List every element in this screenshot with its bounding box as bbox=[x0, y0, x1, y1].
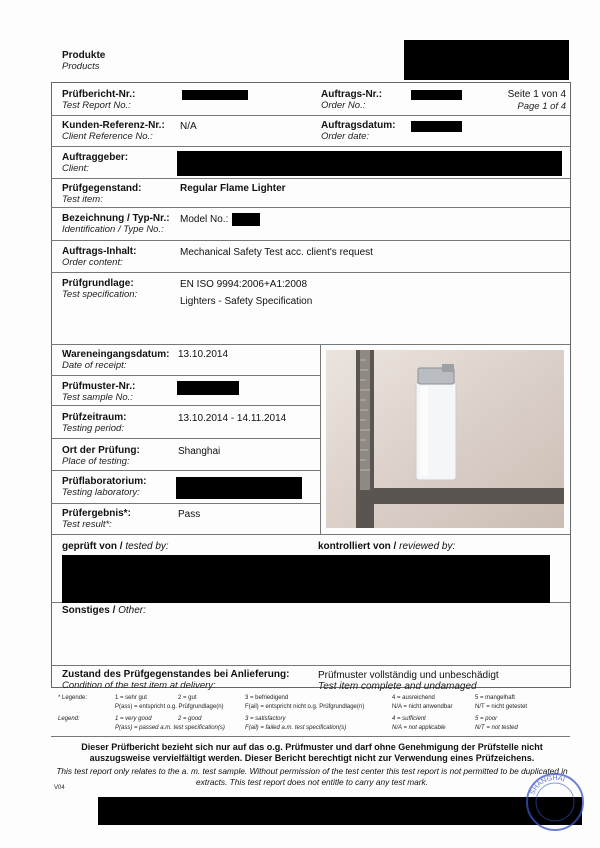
legend-de-3: 3 = befriedigend bbox=[245, 695, 289, 701]
svg-text:SHANGHAI: SHANGHAI bbox=[529, 774, 566, 796]
place-label-en: Place of testing: bbox=[62, 456, 130, 467]
result-label-en: Test result*: bbox=[62, 519, 112, 530]
client-ref-value: N/A bbox=[180, 121, 197, 132]
sample-no-label: Prüfmuster-Nr.: bbox=[62, 381, 136, 392]
legend-de-5: 5 = mangelhaft bbox=[475, 695, 515, 701]
legend-de-fail: F(ail) = entspricht nicht o.g. Prüfgrundlage(n) bbox=[245, 704, 365, 710]
report-no-label: Prüfbericht-Nr.: bbox=[62, 89, 136, 100]
condition-label-en: Condition of the test item at delivery: bbox=[62, 680, 216, 691]
test-period-label: Prüfzeitraum: bbox=[62, 412, 127, 423]
lab-label: Prüflaboratorium: bbox=[62, 476, 147, 487]
receipt-date-value: 13.10.2014 bbox=[178, 349, 229, 360]
client-ref-label-en: Client Reference No.: bbox=[62, 131, 153, 142]
redaction-header bbox=[404, 40, 569, 80]
identification-label: Bezeichnung / Typ-Nr.: bbox=[62, 213, 170, 224]
legend-de-1: 1 = sehr gut bbox=[115, 695, 147, 701]
test-spec-standard: EN ISO 9994:2006+A1:2008 bbox=[180, 279, 308, 290]
legend-label-de: * Legende: bbox=[58, 695, 88, 701]
legend-en-2: 2 = good bbox=[178, 716, 202, 722]
legend-en-na: N/A = not applicable bbox=[392, 725, 446, 731]
condition-label: Zustand des Prüfgegenstandes bei Anlieferung: bbox=[62, 669, 290, 680]
lighter-photo-illustration bbox=[326, 350, 564, 528]
legend-de-na: N/A = nicht anwendbar bbox=[392, 704, 453, 710]
order-content-label: Auftrags-Inhalt: bbox=[62, 246, 137, 257]
legend-en-4: 4 = sufficient bbox=[392, 716, 426, 722]
result-label: Prüfergebnis*: bbox=[62, 508, 131, 519]
legend-en-1: 1 = very good bbox=[115, 716, 152, 722]
legend-de-4: 4 = ausreichend bbox=[392, 695, 435, 701]
client-label: Auftraggeber: bbox=[62, 152, 129, 163]
order-no-label-en: Order No.: bbox=[321, 100, 366, 111]
stamp-seal bbox=[525, 772, 585, 832]
legend-en-pass: P(ass) = passed a.m. test specification(s) bbox=[115, 725, 225, 731]
result-value: Pass bbox=[178, 509, 201, 520]
legend-label-en: Legend: bbox=[58, 716, 80, 722]
condition-value: Prüfmuster vollständig und unbeschädigt bbox=[318, 670, 499, 681]
legend-en-5: 5 = poor bbox=[475, 716, 498, 722]
order-date-label-en: Order date: bbox=[321, 131, 370, 142]
condition-value-en: Test item complete and undamaged bbox=[318, 681, 477, 692]
products-label-en: Products bbox=[62, 61, 100, 72]
redaction-sample-no bbox=[177, 381, 239, 395]
client-ref-label: Kunden-Referenz-Nr.: bbox=[62, 120, 165, 131]
legend-en-3: 3 = satisfactory bbox=[245, 716, 286, 722]
test-item-value: Regular Flame Lighter bbox=[180, 183, 286, 194]
sample-photo bbox=[326, 350, 564, 528]
test-period-value: 13.10.2014 - 14.11.2014 bbox=[178, 413, 287, 424]
place-label: Ort der Prüfung: bbox=[62, 445, 140, 456]
legend-de-2: 2 = gut bbox=[178, 695, 197, 701]
redaction-order-date bbox=[411, 121, 462, 132]
identification-label-en: Identification / Type No.: bbox=[62, 224, 164, 235]
page-number: Seite 1 von 4 bbox=[507, 89, 566, 100]
tested-by-label: geprüft von / tested by: bbox=[62, 541, 169, 552]
receipt-date-label: Wareneingangsdatum: bbox=[62, 349, 170, 360]
test-period-label-en: Testing period: bbox=[62, 423, 124, 434]
model-no-label: Model No.: bbox=[180, 214, 229, 225]
lab-label-en: Testing laboratory: bbox=[62, 487, 140, 498]
redaction-signatures bbox=[62, 555, 550, 603]
place-value: Shanghai bbox=[178, 446, 221, 457]
report-no-label-en: Test Report No.: bbox=[62, 100, 131, 111]
legend-de-nt: N/T = nicht getestet bbox=[475, 704, 528, 710]
test-spec-label: Prüfgrundlage: bbox=[62, 278, 134, 289]
test-item-label: Prüfgegenstand: bbox=[62, 183, 142, 194]
redaction-model-no bbox=[232, 213, 260, 226]
redaction-lab bbox=[176, 477, 302, 499]
redaction-report-no bbox=[182, 90, 248, 100]
test-item-label-en: Test item: bbox=[62, 194, 103, 205]
other-label: Sonstiges / Other: bbox=[62, 605, 146, 616]
legend-en-fail: F(ail) = failed a.m. test specification(s) bbox=[245, 725, 347, 731]
reviewed-by-label: kontrolliert von / reviewed by: bbox=[318, 541, 456, 552]
page-number-en: Page 1 of 4 bbox=[517, 101, 566, 112]
disclaimer-en: This test report only relates to the a. m. test sample. Without permission of the test center this test report is not permitted to be duplicated in extracts. This test report does not entitle to carry any test mark. bbox=[56, 766, 568, 787]
disclaimer-de: Dieser Prüfbericht bezieht sich nur auf das o.g. Prüfmuster und darf ohne Genehmigung der Prüfstelle nicht auszugsweise vervielfältigt werden. Dieser Bericht berechtigt nicht zur Verwendung eines Prüfzeichens. bbox=[81, 742, 543, 763]
legend-de-pass: P(ass) = entspricht o.g. Prüfgrundlage(n) bbox=[115, 704, 224, 710]
products-label: Produkte bbox=[62, 50, 106, 61]
legend-en-nt: N/T = not tested bbox=[475, 725, 518, 731]
sample-no-label-en: Test sample No.: bbox=[62, 392, 133, 403]
test-spec-title: Lighters - Safety Specification bbox=[180, 296, 313, 307]
order-date-label: Auftragsdatum: bbox=[321, 120, 396, 131]
order-content-label-en: Order content: bbox=[62, 257, 123, 268]
redaction-order-no bbox=[411, 90, 462, 100]
client-label-en: Client: bbox=[62, 163, 89, 174]
order-no-label: Auftrags-Nr.: bbox=[321, 89, 383, 100]
test-spec-label-en: Test specification: bbox=[62, 289, 138, 300]
receipt-date-label-en: Date of receipt: bbox=[62, 360, 127, 371]
form-version: V04 bbox=[54, 785, 65, 791]
redaction-footer bbox=[98, 797, 582, 825]
redaction-client bbox=[177, 151, 562, 176]
order-content-value: Mechanical Safety Test acc. client's request bbox=[180, 247, 373, 258]
